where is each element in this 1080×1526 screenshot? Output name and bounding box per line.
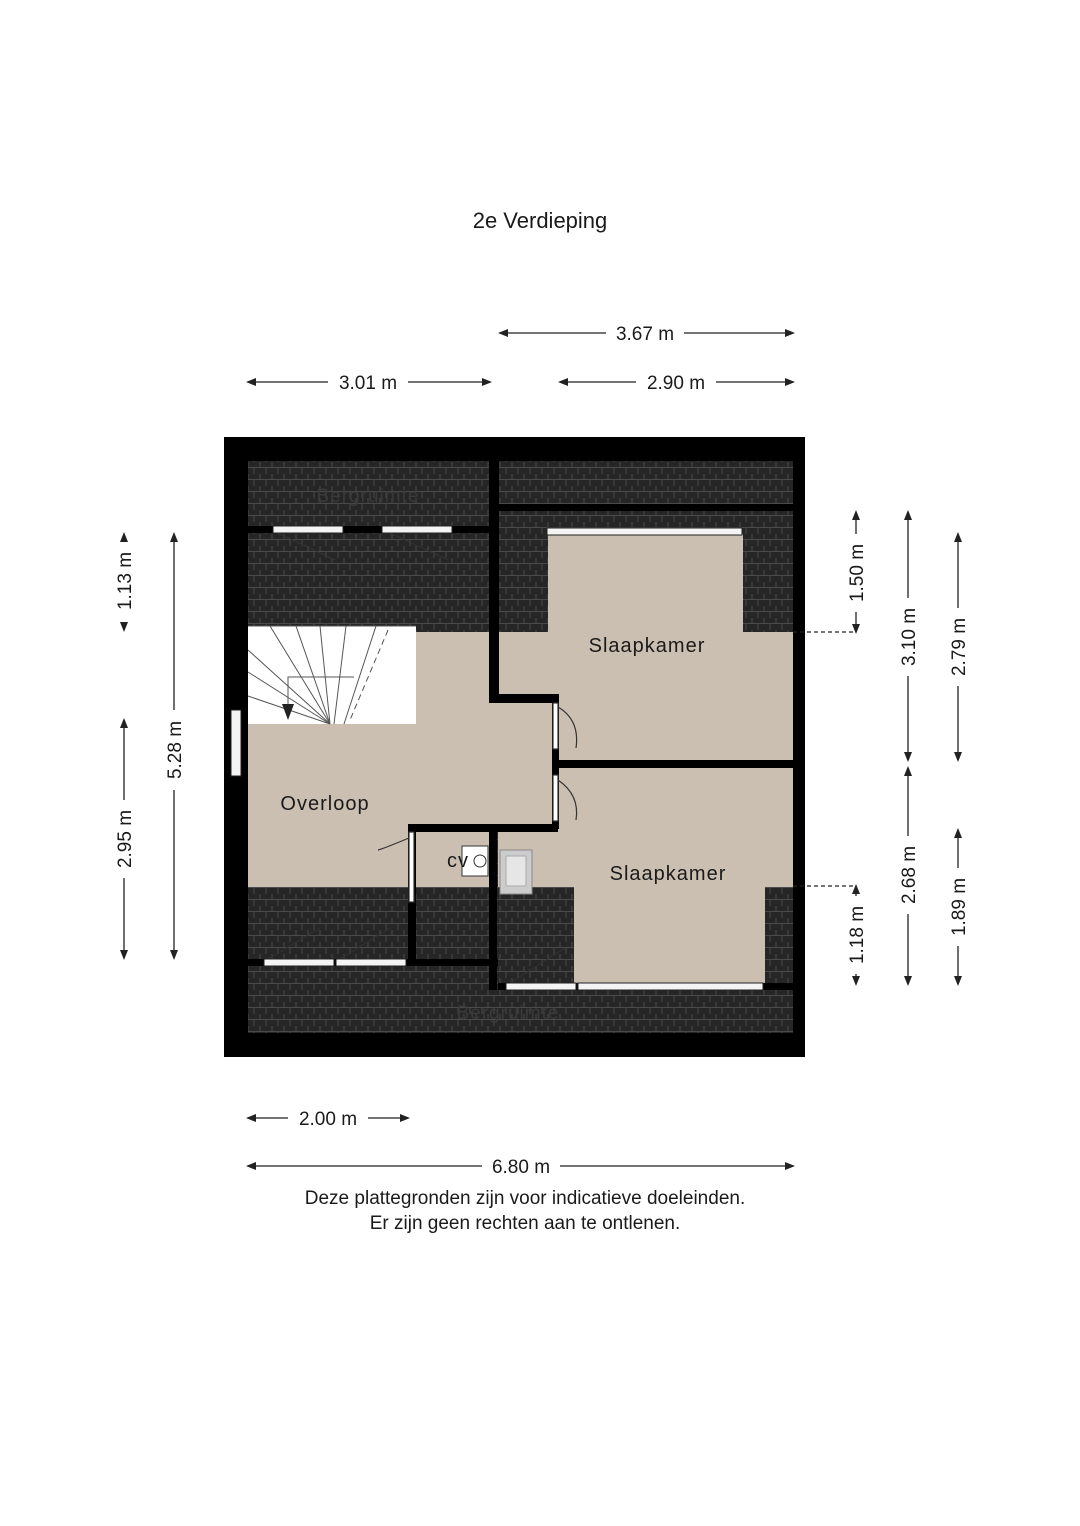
room-label-slaapkamer-2: Slaapkamer: [609, 863, 727, 885]
dim-label-bottom-2-00: 2.00 m: [298, 1109, 358, 1130]
dim-label-right-1-50: 1.50 m: [847, 543, 868, 603]
dim-label-top-3-67: 3.67 m: [615, 324, 675, 345]
dim-label-right-2-79: 2.79 m: [949, 617, 970, 677]
dim-label-top-2-90: 2.90 m: [646, 373, 706, 394]
dim-label-right-3-10: 3.10 m: [899, 607, 920, 667]
staircase: [248, 626, 416, 724]
disclaimer-line-1: Deze plattegronden zijn voor indicatieve doeleinden.: [304, 1188, 746, 1209]
floor-title: 2e Verdieping: [472, 208, 608, 233]
dim-label-left-1-13: 1.13 m: [115, 551, 136, 611]
room-label-bergruimte-top: Bergruimte: [316, 486, 420, 507]
disclaimer-line-2: Er zijn geen rechten aan te ontlenen.: [369, 1213, 681, 1234]
dim-label-bottom-6-80: 6.80 m: [491, 1157, 551, 1178]
room-label-cv: cv: [447, 850, 469, 872]
room-label-bergruimte-bottom: Bergruimte: [456, 1003, 560, 1024]
dim-label-left-5-28: 5.28 m: [165, 720, 186, 780]
dim-label-left-2-95: 2.95 m: [115, 809, 136, 869]
dim-label-right-1-18: 1.18 m: [847, 905, 868, 965]
dim-label-right-1-89: 1.89 m: [949, 877, 970, 937]
dim-label-right-2-68: 2.68 m: [899, 845, 920, 905]
disclaimer: [0, 1186, 1050, 1236]
room-label-overloop: Overloop: [280, 793, 370, 815]
dim-label-top-3-01: 3.01 m: [338, 373, 398, 394]
room-label-slaapkamer-1: Slaapkamer: [588, 635, 706, 657]
sink: [500, 850, 532, 894]
